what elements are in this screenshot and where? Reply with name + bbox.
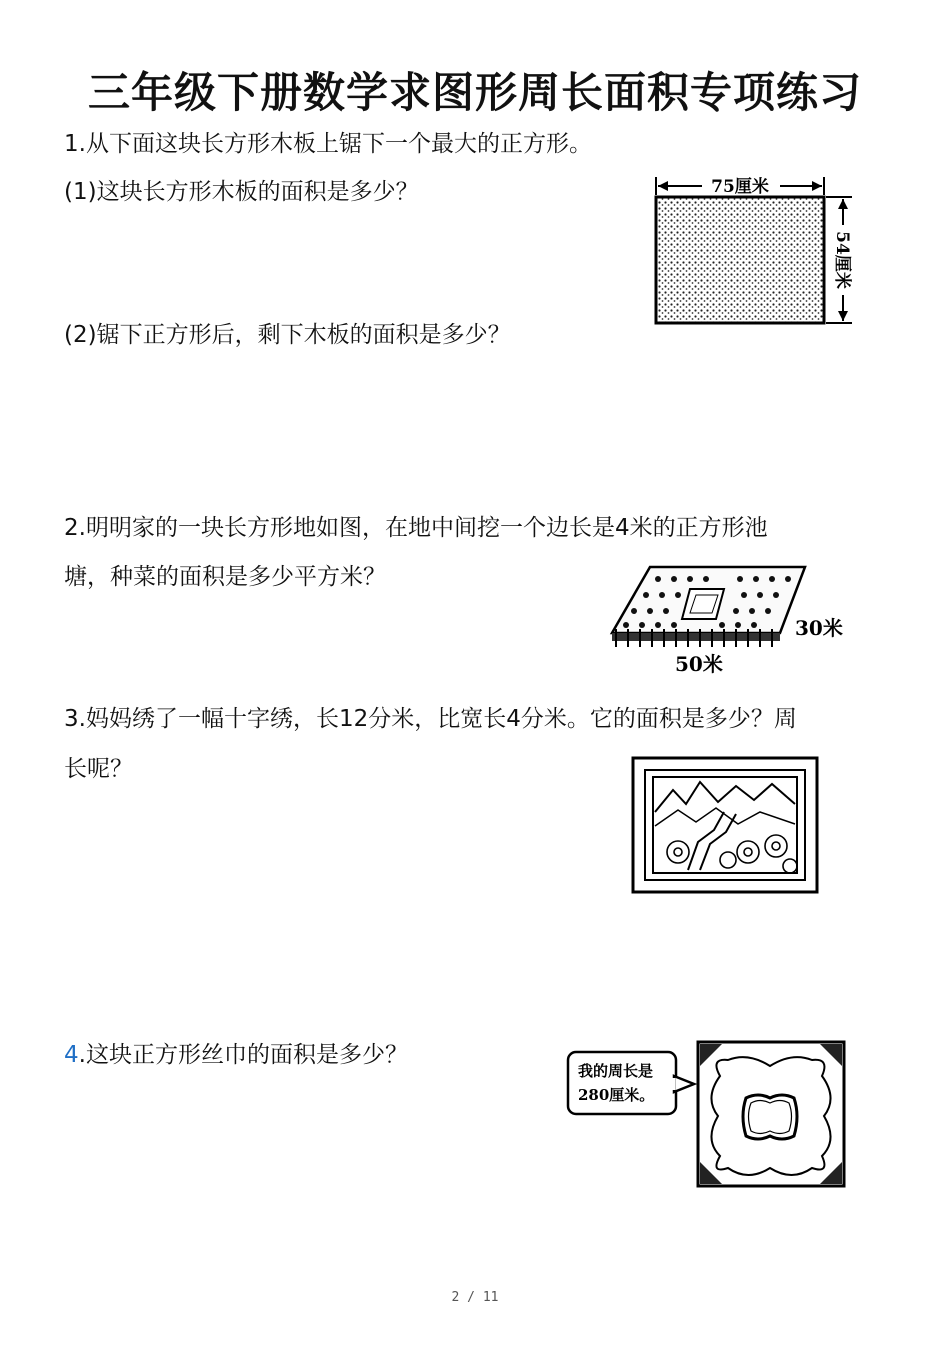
- question-4-number: 4: [64, 1042, 79, 1068]
- question-3-line2: 长呢？: [64, 756, 133, 782]
- board-width-label: 75厘米: [711, 177, 769, 197]
- question-4-text: [64, 1033, 408, 1077]
- question-1-sub2: (2)锯下正方形后，剩下木板的面积是多少？: [64, 322, 511, 348]
- page-indicator: 2 / 11: [451, 1290, 499, 1305]
- vegetable-field-figure: [600, 555, 860, 683]
- question-1-sub1: (1)这块长方形木板的面积是多少？: [64, 179, 419, 205]
- wood-board-figure: [640, 165, 870, 335]
- cross-stitch-figure: [628, 752, 824, 900]
- scarf-figure: [560, 1036, 852, 1192]
- question-4-body: .这块正方形丝巾的面积是多少？: [78, 1042, 408, 1068]
- bubble-line-1: 我的周长是: [578, 1062, 654, 1080]
- question-1-text: 1.从下面这块长方形木板上锯下一个最大的正方形。: [64, 131, 592, 157]
- page-title: 三年级下册数学求图形周长面积专项练习: [87, 68, 862, 117]
- question-3-line1: 3.妈妈绣了一幅十字绣，长12分米，比宽长4分米。它的面积是多少？周: [64, 706, 797, 732]
- question-2-line1: 2.明明家的一块长方形地如图，在地中间挖一个边长是4米的正方形池: [64, 515, 768, 541]
- question-2-line2: 塘，种菜的面积是多少平方米？: [64, 564, 386, 590]
- field-width-label: 30米: [795, 616, 843, 640]
- field-length-label: 50米: [675, 652, 723, 676]
- bubble-line-2: 280厘米。: [578, 1086, 655, 1104]
- board-height-label: 54厘米: [832, 231, 852, 289]
